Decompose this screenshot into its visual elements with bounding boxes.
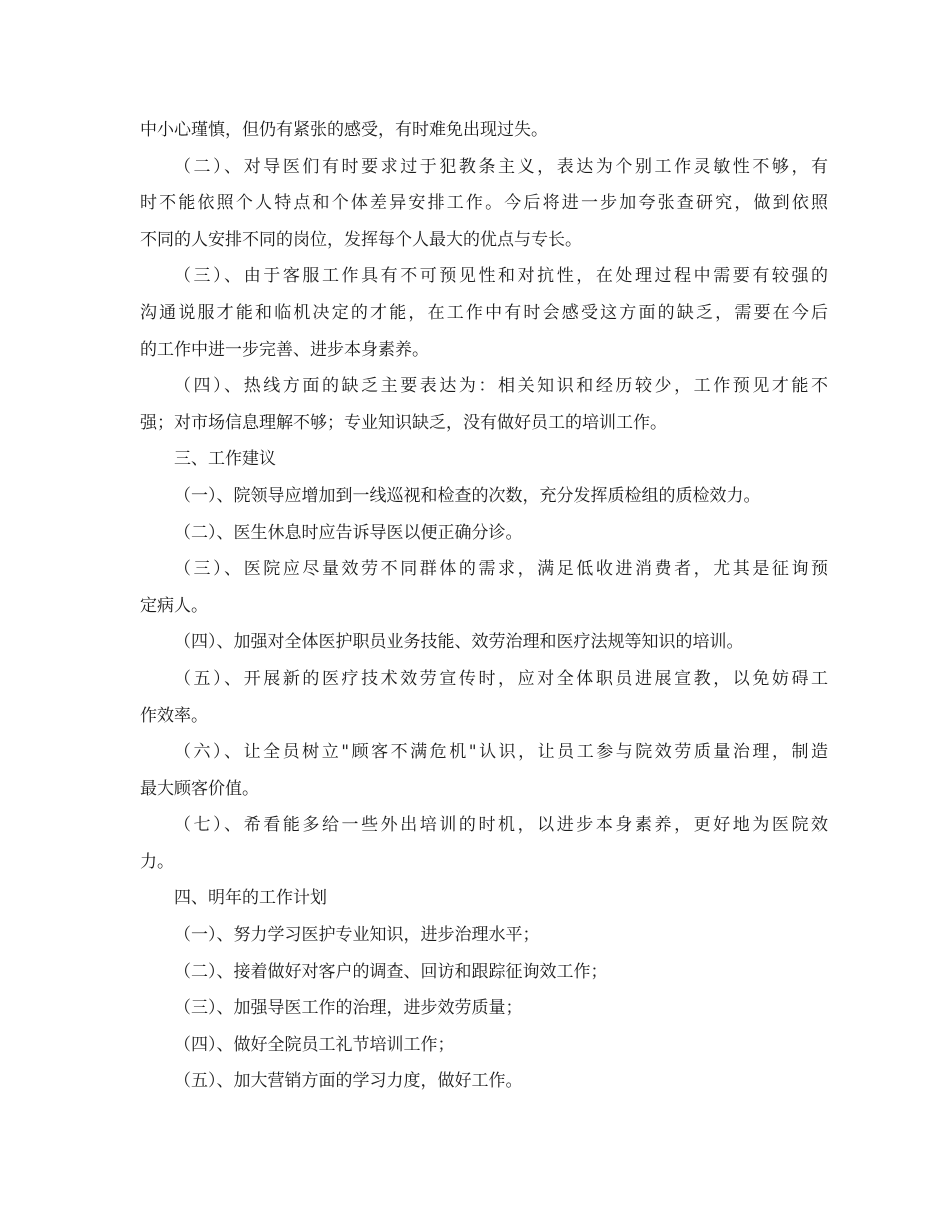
plan-item: （五）、加大营销方面的学习力度，做好工作。 <box>174 1071 523 1092</box>
paragraph-line: （六）、让全员树立"顾客不满危机"认识，让员工参与院效劳质量治理，制造 <box>174 742 828 763</box>
body-line: 中小心瑾慎，但仍有紧张的感受，有时难免出现过失。 <box>140 120 548 140</box>
body-line: 力。 <box>140 851 174 872</box>
paragraph-line: （三）、医院应尽量效劳不同群体的需求，满足低收进消费者，尤其是征询预 <box>174 559 828 580</box>
body-line: 最大顾客价值。 <box>140 778 259 799</box>
plan-item: （一）、努力学习医护专业知识，进步治理水平； <box>174 925 540 946</box>
paragraph-line: （四）、加强对全体医护职员业务技能、效劳治理和医疗法规等知识的培训。 <box>174 632 744 653</box>
section-heading: 三、工作建议 <box>174 449 276 470</box>
body-line: 时不能依照个人特点和个体差异安排工作。今后将进一步加夸张查研究，做到依照 <box>140 193 828 214</box>
paragraph-line: （二）、对导医们有时要求过于犯教条主义，表达为个别工作灵敏性不够，有 <box>174 156 828 177</box>
body-line: 的工作中进一步完善、进步本身素养。 <box>140 339 429 360</box>
paragraph-line: （四）、热线方面的缺乏主要表达为：相关知识和经历较少，工作预见才能不 <box>174 376 828 397</box>
paragraph-line: （五）、开展新的医疗技术效劳宣传时，应对全体职员进展宣教，以免妨碍工 <box>174 668 828 689</box>
body-line: 沟通说服才能和临机决定的才能，在工作中有时会感受这方面的缺乏，需要在今后 <box>140 302 828 323</box>
paragraph-line: （七）、希看能多给一些外出培训的时机，以进步本身素养，更好地为医院效 <box>174 815 828 836</box>
paragraph-line: （一）、院领导应增加到一线巡视和检查的次数，充分发挥质检组的质检效力。 <box>174 485 761 506</box>
paragraph-line: （三）、由于客服工作具有不可预见性和对抗性，在处理过程中需要有较强的 <box>174 266 828 287</box>
body-line: 作效率。 <box>140 705 208 726</box>
plan-item: （三）、加强导医工作的治理，进步效劳质量； <box>174 998 523 1019</box>
plan-item: （四）、做好全院员工礼节培训工作； <box>174 1034 455 1055</box>
section-heading: 四、明年的工作计划 <box>174 888 327 909</box>
document-body <box>140 112 828 1100</box>
body-line: 不同的人安排不同的岗位，发挥每个人最大的优点与专长。 <box>140 229 582 250</box>
body-line: 强；对市场信息理解不够；专业知识缺乏，没有做好员工的培训工作。 <box>140 412 667 433</box>
paragraph-line: （二）、医生休息时应告诉导医以便正确分诊。 <box>174 522 523 543</box>
plan-item: （二）、接着做好对客户的调查、回访和跟踪征询效工作； <box>174 961 608 982</box>
body-line: 定病人。 <box>140 595 208 616</box>
